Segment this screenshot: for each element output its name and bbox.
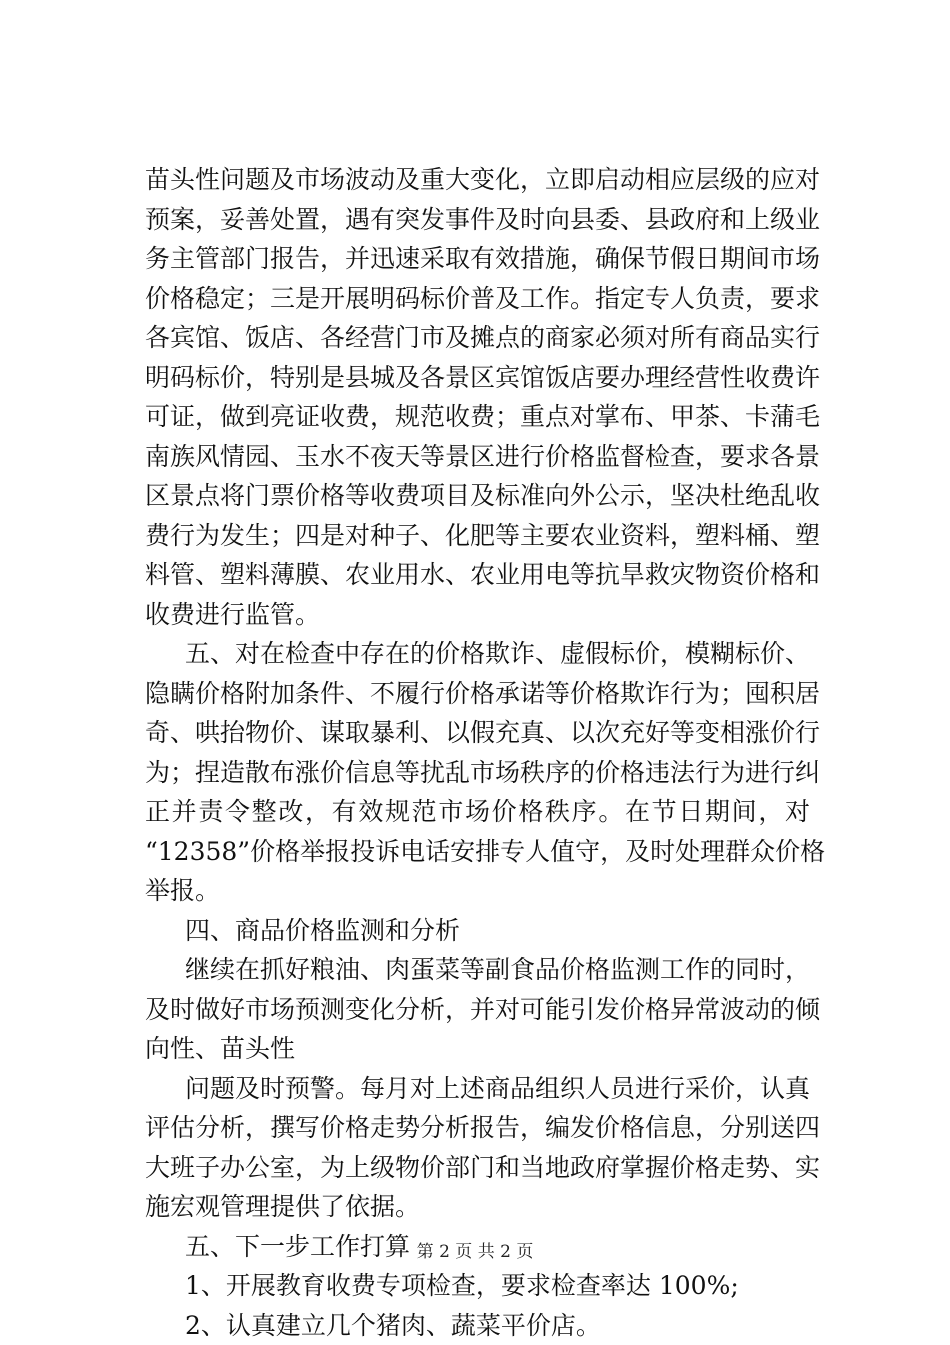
paragraph-line: 可证，做到亮证收费，规范收费；重点对掌布、甲茶、卡蒲毛 [145,397,810,437]
paragraph-line: 施宏观管理提供了依据。 [145,1187,810,1227]
paragraph-line: 苗头性问题及市场波动及重大变化，立即启动相应层级的应对 [145,160,810,200]
list-item: 1、开展教育收费专项检查，要求检查率达 100%; [145,1266,810,1306]
paragraph-line: 隐瞒价格附加条件、不履行价格承诺等价格欺诈行为；囤积居 [145,674,810,714]
section-heading: 五、下一步工作打算 [145,1227,810,1267]
document-body [145,160,810,1345]
paragraph-line: 大班子办公室，为上级物价部门和当地政府掌握价格走势、实 [145,1148,810,1188]
paragraph-line: 正并责令整改，有效规范市场价格秩序。在节日期间，对 [145,792,810,832]
paragraph-line: 及时做好市场预测变化分析，并对可能引发价格异常波动的倾 [145,990,810,1030]
paragraph-line: “12358”价格举报投诉电话安排专人值守，及时处理群众价格 [145,832,810,872]
paragraph-line: 奇、哄抬物价、谋取暴利、以假充真、以次充好等变相涨价行 [145,713,810,753]
page-footer [0,1240,950,1264]
paragraph-line: 举报。 [145,871,810,911]
paragraph-line: 评估分析，撰写价格走势分析报告，编发价格信息，分别送四 [145,1108,810,1148]
page-number-label: 第 2 页 共 2 页 [417,1242,534,1262]
paragraph-line: 问题及时预警。每月对上述商品组织人员进行采价，认真 [145,1069,810,1109]
paragraph-line: 五、对在检查中存在的价格欺诈、虚假标价，模糊标价、 [145,634,810,674]
paragraph-line: 向性、苗头性 [145,1029,810,1069]
section-heading: 四、商品价格监测和分析 [145,911,810,951]
paragraph-line: 预案，妥善处置，遇有突发事件及时向县委、县政府和上级业 [145,200,810,240]
paragraph-line: 继续在抓好粮油、肉蛋菜等副食品价格监测工作的同时， [145,950,810,990]
paragraph-line: 南族风情园、玉水不夜天等景区进行价格监督检查，要求各景 [145,437,810,477]
list-item: 2、认真建立几个猪肉、蔬菜平价店。 [145,1306,810,1345]
paragraph-line: 收费进行监管。 [145,595,810,635]
paragraph-line: 价格稳定；三是开展明码标价普及工作。指定专人负责，要求 [145,279,810,319]
paragraph-line: 明码标价，特别是县城及各景区宾馆饭店要办理经营性收费许 [145,358,810,398]
paragraph-line: 区景点将门票价格等收费项目及标准向外公示，坚决杜绝乱收 [145,476,810,516]
paragraph-line: 务主管部门报告，并迅速采取有效措施，确保节假日期间市场 [145,239,810,279]
paragraph-line: 为；捏造散布涨价信息等扰乱市场秩序的价格违法行为进行纠 [145,753,810,793]
paragraph-line: 料管、塑料薄膜、农业用水、农业用电等抗旱救灾物资价格和 [145,555,810,595]
paragraph-line: 各宾馆、饭店、各经营门市及摊点的商家必须对所有商品实行 [145,318,810,358]
paragraph-line: 费行为发生；四是对种子、化肥等主要农业资料，塑料桶、塑 [145,516,810,556]
